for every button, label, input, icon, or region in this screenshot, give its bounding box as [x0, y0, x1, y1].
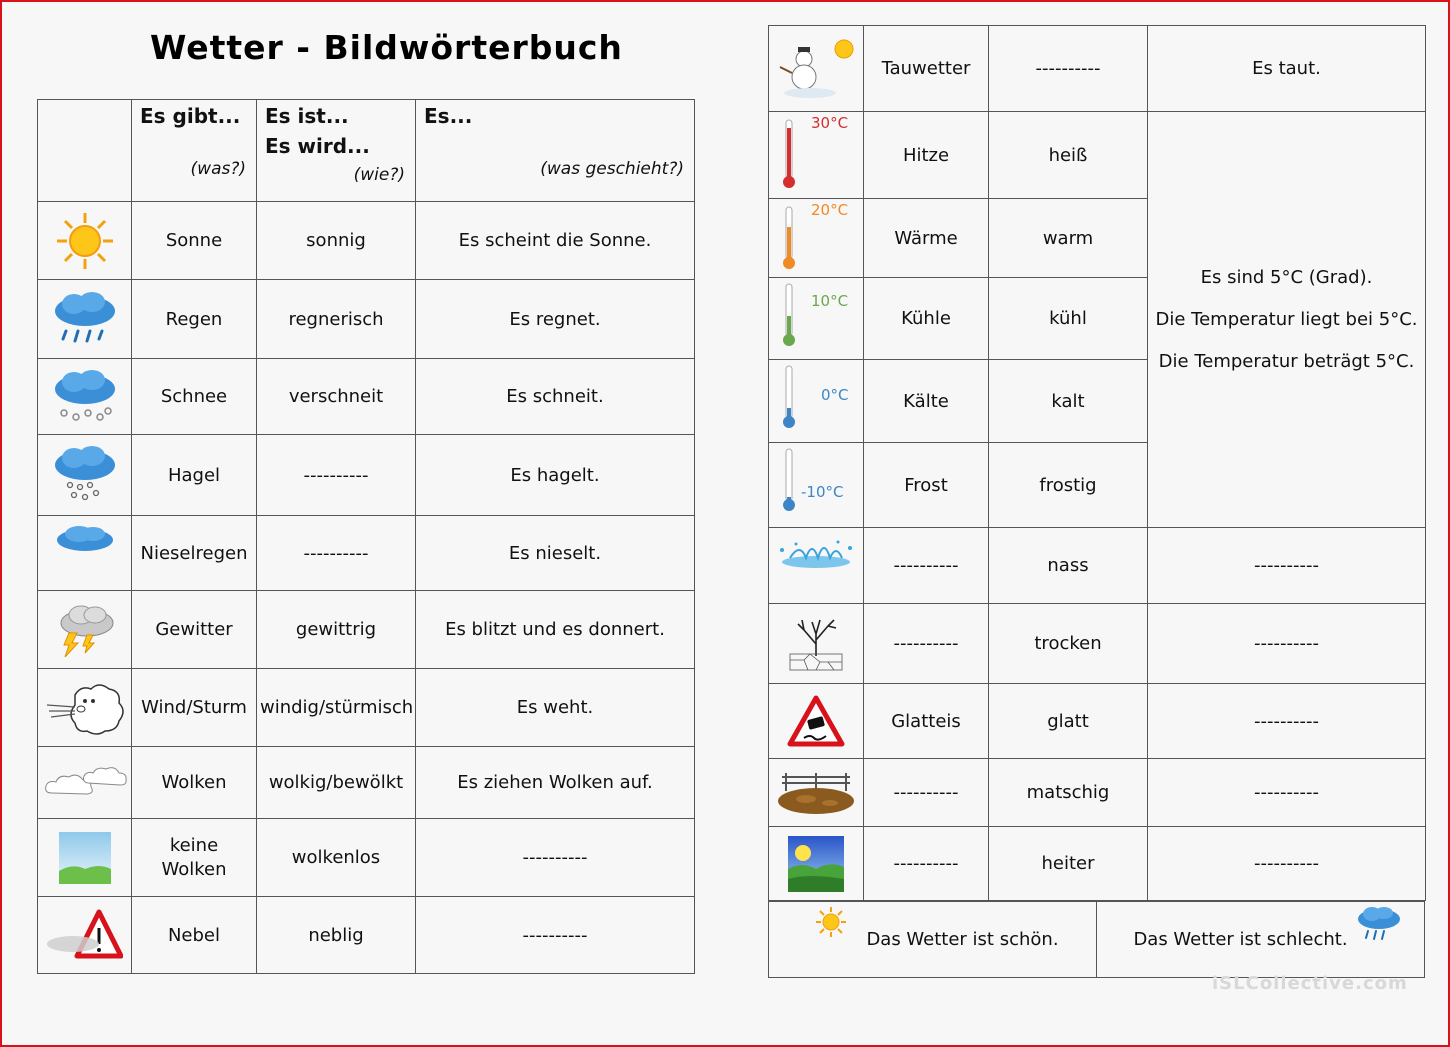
thermometer-icon — [779, 118, 799, 190]
rain-cloud-icon — [1356, 906, 1402, 942]
noun-cell: Kühle — [864, 278, 989, 360]
sentence-cell: Es hagelt. — [416, 435, 695, 516]
weather-vocab-table-left — [37, 99, 695, 974]
adjective-cell: glatt — [989, 684, 1148, 759]
sentence-cell: ---------- — [1148, 684, 1426, 759]
temperature-sentences-cell — [1148, 112, 1426, 528]
temperature-label: 30°C — [811, 114, 849, 132]
sentence-cell: Es schneit. — [416, 359, 695, 435]
weather-summary — [768, 901, 1425, 978]
dry-tree-icon — [788, 616, 844, 672]
adjective-cell: ---------- — [257, 435, 416, 516]
table-row — [38, 516, 695, 591]
noun-text: keine Wolken — [161, 834, 227, 880]
temperature-sentence: Die Temperatur liegt bei 5°C. — [1155, 308, 1418, 330]
noun-cell: Schnee — [132, 359, 257, 435]
sentence-cell: ---------- — [416, 897, 695, 974]
noun-cell: Regen — [132, 280, 257, 359]
adjective-cell: heiter — [989, 827, 1148, 901]
snowman-sun-icon — [774, 37, 858, 101]
icon-header-cell — [38, 100, 132, 202]
noun-cell: Glatteis — [864, 684, 989, 759]
noun-cell: ---------- — [864, 759, 989, 827]
thermometer-icon — [779, 364, 799, 430]
table-row — [38, 819, 695, 897]
adjective-cell: gewittrig — [257, 591, 416, 669]
table-row — [38, 435, 695, 516]
adjective-cell: nass — [989, 528, 1148, 604]
watermark: iSLCollective.com — [1212, 973, 1408, 994]
good-weather-text: Das Wetter ist schön. — [866, 929, 1059, 950]
adjective-cell: wolkenlos — [257, 819, 416, 897]
table-row — [38, 359, 695, 435]
header-question: (was?) — [190, 159, 246, 179]
header-label: Es ist... — [265, 104, 349, 128]
thermometer-icon — [779, 205, 799, 271]
noun-cell: Tauwetter — [864, 26, 989, 112]
temperature-sentence: Es sind 5°C (Grad). — [1200, 266, 1373, 288]
sentence-cell: Es regnet. — [416, 280, 695, 359]
table-row — [769, 604, 1426, 684]
table-row — [769, 684, 1426, 759]
adjective-cell: kalt — [989, 360, 1148, 443]
adjective-cell: frostig — [989, 443, 1148, 528]
good-weather-cell — [768, 901, 1097, 978]
table-row — [38, 747, 695, 819]
noun-cell: Wind/Sturm — [132, 669, 257, 747]
temperature-label: 0°C — [821, 386, 849, 404]
table-row — [769, 759, 1426, 827]
thermometer-icon — [779, 282, 799, 348]
sentence-cell: ---------- — [1148, 528, 1426, 604]
clear-sky-icon — [58, 831, 112, 885]
sentence-cell: Es scheint die Sonne. — [416, 202, 695, 280]
sentence-cell: Es blitzt und es donnert. — [416, 591, 695, 669]
thunderstorm-icon — [55, 603, 115, 657]
cloud-icon — [55, 524, 115, 554]
noun-cell: Hagel — [132, 435, 257, 516]
adjective-cell: heiß — [989, 112, 1148, 199]
noun-cell: Gewitter — [132, 591, 257, 669]
sentence-cell: ---------- — [416, 819, 695, 897]
sun-icon — [55, 211, 115, 271]
adjective-cell: regnerisch — [257, 280, 416, 359]
adjective-cell: trocken — [989, 604, 1148, 684]
mud-icon — [776, 769, 856, 817]
table-row — [38, 669, 695, 747]
noun-cell: Hitze — [864, 112, 989, 199]
noun-cell: ---------- — [864, 604, 989, 684]
noun-cell: Kälte — [864, 360, 989, 443]
noun-cell: Wärme — [864, 199, 989, 278]
hail-cloud-icon — [52, 445, 118, 505]
noun-cell: Nebel — [132, 897, 257, 974]
header-question: (was geschieht?) — [540, 159, 684, 179]
slippery-road-sign-icon — [786, 694, 846, 748]
sunny-landscape-icon — [787, 835, 845, 893]
rain-cloud-icon — [52, 291, 118, 347]
sentence-cell: Es ziehen Wolken auf. — [416, 747, 695, 819]
noun-cell — [132, 819, 257, 897]
adjective-cell: verschneit — [257, 359, 416, 435]
table-row — [38, 280, 695, 359]
table-row — [38, 591, 695, 669]
table-row — [769, 26, 1426, 112]
header-label: Es gibt... — [140, 104, 241, 128]
adjective-cell: kühl — [989, 278, 1148, 360]
wind-icon — [45, 681, 125, 735]
adjective-cell: sonnig — [257, 202, 416, 280]
bad-weather-text: Das Wetter ist schlecht. — [1133, 929, 1348, 950]
sentence-cell: ---------- — [1148, 827, 1426, 901]
noun-cell: ---------- — [864, 827, 989, 901]
table-row — [769, 528, 1426, 604]
adjective-cell: wolkig/bewölkt — [257, 747, 416, 819]
table-row — [769, 827, 1426, 901]
sentence-cell: ---------- — [1148, 759, 1426, 827]
header-label: Es... — [424, 104, 473, 128]
adjective-cell: matschig — [989, 759, 1148, 827]
temperature-label: -10°C — [801, 483, 844, 501]
table-row — [38, 897, 695, 974]
clouds-outline-icon — [42, 763, 128, 803]
snow-cloud-icon — [52, 369, 118, 425]
noun-cell: Nieselregen — [132, 516, 257, 591]
adjective-cell: ---------- — [257, 516, 416, 591]
table-row — [38, 202, 695, 280]
temperature-sentence: Die Temperatur beträgt 5°C. — [1158, 350, 1415, 372]
noun-cell: ---------- — [864, 528, 989, 604]
temperature-label: 10°C — [811, 292, 849, 310]
header-label: Es wird... — [265, 134, 370, 158]
thermometer-icon — [779, 447, 799, 513]
header-es — [416, 100, 695, 202]
sentence-cell: ---------- — [1148, 604, 1426, 684]
adjective-cell: windig/stürmisch — [257, 669, 416, 747]
sun-icon — [815, 906, 847, 938]
adjective-cell: warm — [989, 199, 1148, 278]
header-question: (wie?) — [353, 165, 405, 185]
header-es-ist — [257, 100, 416, 202]
sentence-cell: Es weht. — [416, 669, 695, 747]
water-splash-icon — [776, 538, 856, 572]
temperature-label: 20°C — [811, 201, 849, 219]
noun-cell: Frost — [864, 443, 989, 528]
sentence-cell: Es nieselt. — [416, 516, 695, 591]
sentence-cell: Es taut. — [1148, 26, 1426, 112]
fog-warning-icon — [47, 908, 123, 962]
weather-vocab-table-right — [768, 25, 1426, 901]
header-es-gibt — [132, 100, 257, 202]
table-row — [769, 112, 1426, 199]
adjective-cell: ---------- — [989, 26, 1148, 112]
page-title: Wetter - Bildwörterbuch — [150, 28, 623, 67]
bad-weather-cell — [1096, 901, 1425, 978]
table-header — [38, 100, 695, 202]
noun-cell: Sonne — [132, 202, 257, 280]
noun-cell: Wolken — [132, 747, 257, 819]
adjective-cell: neblig — [257, 897, 416, 974]
